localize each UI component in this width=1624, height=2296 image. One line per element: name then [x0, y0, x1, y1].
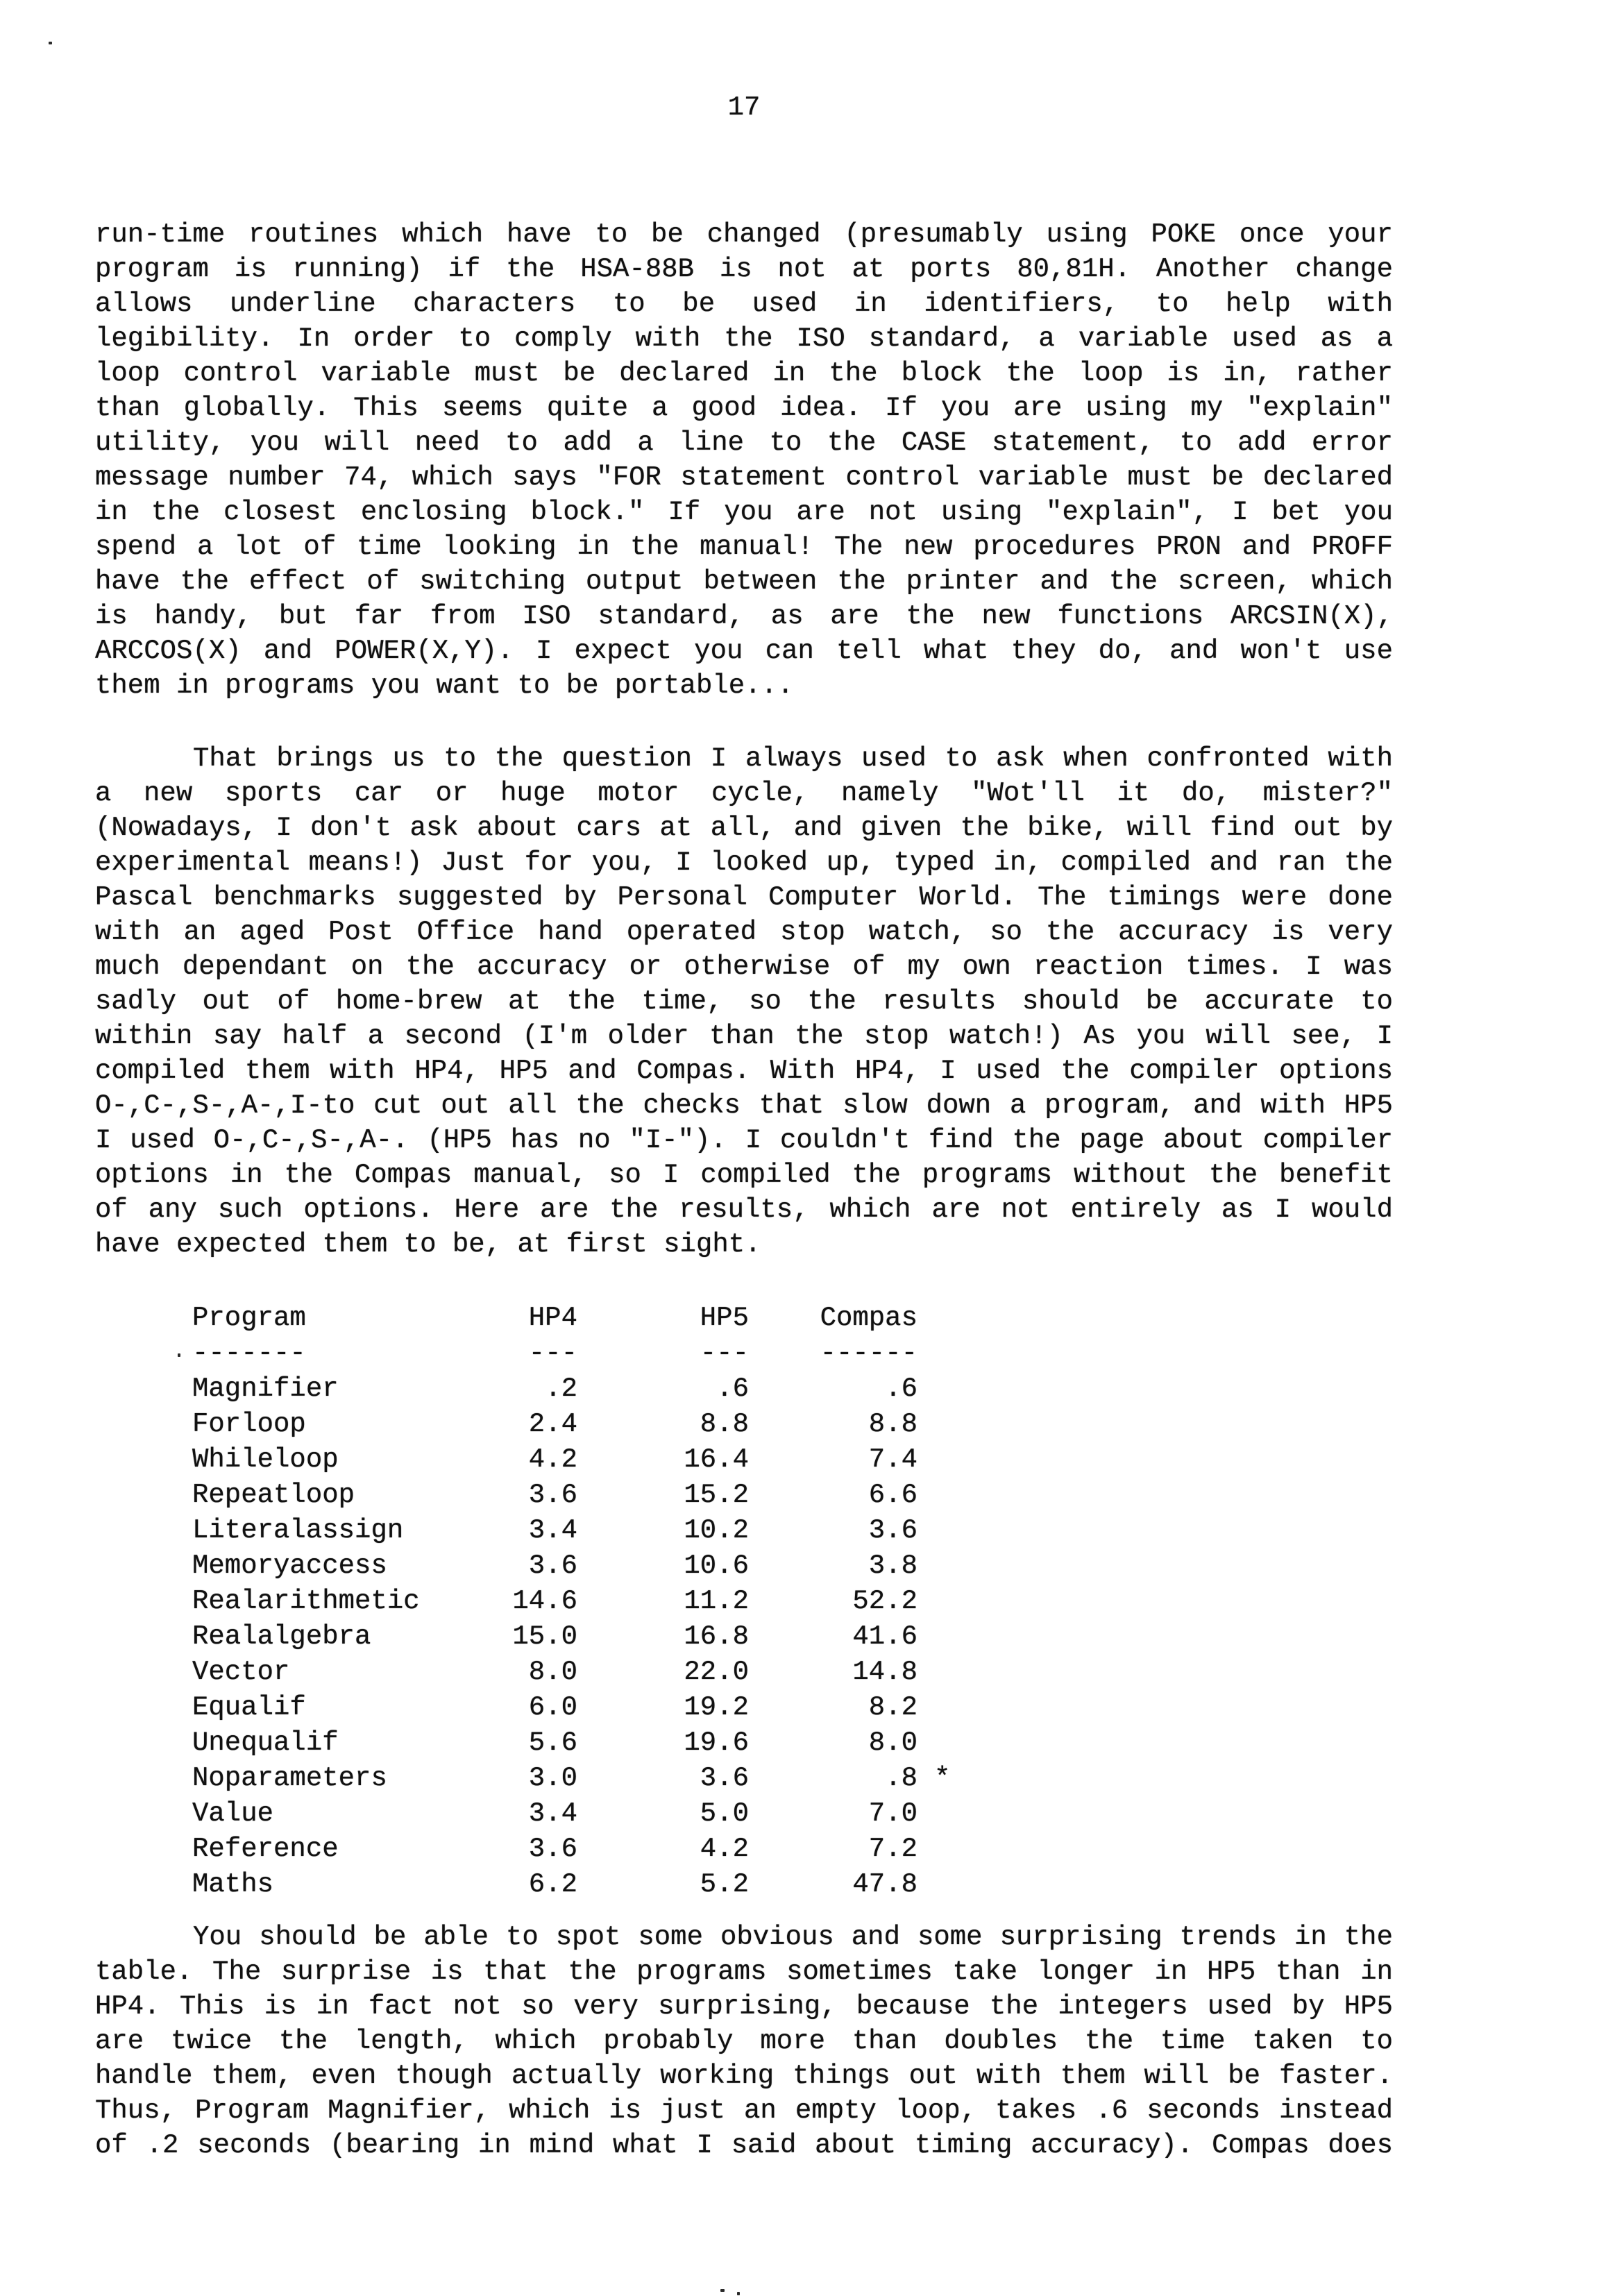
hp5-time: 15.2	[684, 1480, 749, 1510]
text-line: You should be able to spot some obvious and some surprising trends in the	[193, 1922, 1393, 1952]
table-row	[192, 1442, 1624, 1478]
table-row	[192, 1867, 1624, 1902]
program-name: Equalif	[192, 1692, 306, 1723]
text-line: That brings us to the question I always used to ask when confronted with	[193, 743, 1393, 774]
text-line: loop control variable must be declared in the block the loop is in, rather	[95, 358, 1393, 389]
footnote-marker	[917, 1655, 973, 1690]
compas-time: .8	[885, 1763, 917, 1793]
hp5-time: 5.2	[700, 1869, 749, 1900]
footnote-marker	[917, 1442, 973, 1478]
compas-time: 3.6	[868, 1515, 917, 1546]
hp4-time: .2	[545, 1374, 577, 1404]
footnote-marker	[917, 1725, 973, 1761]
table-row	[192, 1513, 1624, 1548]
hp5-time: 8.8	[700, 1409, 749, 1440]
scan-speck	[178, 1353, 180, 1357]
benchmark-results-table	[192, 1301, 1624, 1902]
hp4-time: 8.0	[528, 1657, 577, 1687]
compas-time: 8.8	[868, 1409, 917, 1440]
scan-speck	[49, 42, 52, 44]
program-name: Memoryaccess	[192, 1551, 387, 1581]
text-line: spend a lot of time looking in the manual! The new procedures PRON and PROFF	[95, 532, 1393, 562]
table-row	[192, 1655, 1624, 1690]
program-name: Vector	[192, 1657, 290, 1687]
column-header-note	[917, 1301, 973, 1336]
program-name: Unequalif	[192, 1728, 339, 1758]
text-line: experimental means!) Just for you, I looked up, typed in, compiled and ran the	[95, 847, 1393, 878]
footnote-marker	[917, 1619, 973, 1655]
page-number: 17	[727, 92, 761, 123]
footnote-marker	[917, 1513, 973, 1548]
hp5-time: 10.6	[684, 1551, 749, 1581]
footnote-marker	[917, 1867, 973, 1902]
footnote-marker	[917, 1832, 973, 1867]
column-header-program: Program	[192, 1303, 306, 1333]
table-row	[192, 1761, 1624, 1796]
text-line: with an aged Post Office hand operated stop watch, so the accuracy is very	[95, 917, 1393, 947]
text-line: sadly out of home-brew at the time, so the results should be accurate to	[95, 986, 1393, 1017]
hp5-time: 3.6	[700, 1763, 749, 1793]
text-line: HP4. This is in fact not so very surprising, because the integers used by HP5	[95, 1991, 1393, 2022]
hp5-time: 10.2	[684, 1515, 749, 1546]
program-name: Realalgebra	[192, 1621, 371, 1652]
compas-time: 8.0	[868, 1728, 917, 1758]
hp4-time: 6.2	[528, 1869, 577, 1900]
table-row	[192, 1796, 1624, 1832]
compas-time: 52.2	[852, 1586, 917, 1617]
footnote-marker	[917, 1548, 973, 1584]
footnote-marker	[917, 1371, 973, 1407]
text-line: of .2 seconds (bearing in mind what I said about timing accuracy). Compas does	[95, 2130, 1393, 2161]
hp4-time: 2.4	[528, 1409, 577, 1440]
hp4-time: 4.2	[528, 1444, 577, 1475]
program-name: Maths	[192, 1869, 274, 1900]
text-line: than globally. This seems quite a good idea. If you are using my "explain"	[95, 393, 1393, 423]
program-name: Magnifier	[192, 1374, 339, 1404]
compas-time: .6	[885, 1374, 917, 1404]
paragraph-runtime-routines	[95, 217, 1393, 703]
text-line: ARCCOS(X) and POWER(X,Y). I expect you can tell what they do, and won't use	[95, 636, 1393, 666]
hp5-time: 11.2	[684, 1586, 749, 1617]
hp4-time: 3.4	[528, 1515, 577, 1546]
footnote-marker	[917, 1584, 973, 1619]
compas-time: 3.8	[868, 1551, 917, 1581]
compas-time: 14.8	[852, 1657, 917, 1687]
compas-time: 8.2	[868, 1692, 917, 1723]
footnote-marker	[917, 1407, 973, 1442]
program-name: Forloop	[192, 1409, 306, 1440]
hp5-time: 19.6	[684, 1728, 749, 1758]
column-header-hp4: HP4	[528, 1303, 577, 1333]
program-name: Noparameters	[192, 1763, 387, 1793]
text-line: Pascal benchmarks suggested by Personal Computer World. The timings were done	[95, 882, 1393, 913]
paragraph-trends-discussion	[95, 1920, 1393, 2163]
program-name: Whileloop	[192, 1444, 339, 1475]
hp4-time: 6.0	[528, 1692, 577, 1723]
program-name: Realarithmetic	[192, 1586, 420, 1617]
text-line: have the effect of switching output between the printer and the screen, which	[95, 566, 1393, 597]
text-line: program is running) if the HSA-88B is not at ports 80,81H. Another change	[95, 254, 1393, 285]
text-line: message number 74, which says "FOR statement control variable must be declared	[95, 462, 1393, 493]
hp4-time: 3.6	[528, 1834, 577, 1864]
text-line: (Nowadays, I don't ask about cars at all, and given the bike, will find out by	[95, 813, 1393, 843]
table-row	[192, 1548, 1624, 1584]
compas-time: 7.2	[868, 1834, 917, 1864]
table-row	[192, 1584, 1624, 1619]
paragraph-benchmarks-intro	[95, 741, 1393, 1262]
footnote-marker	[917, 1796, 973, 1832]
table-row	[192, 1619, 1624, 1655]
program-name: Repeatloop	[192, 1480, 355, 1510]
text-line: compiled them with HP4, HP5 and Compas. With HP4, I used the compiler options	[95, 1056, 1393, 1086]
hp5-time: 19.2	[684, 1692, 749, 1723]
footnote-marker: *	[934, 1763, 951, 1793]
text-line: legibility. In order to comply with the ISO standard, a variable used as a	[95, 323, 1393, 354]
compas-time: 47.8	[852, 1869, 917, 1900]
text-line: within say half a second (I'm older than the stop watch!) As you will see, I	[95, 1021, 1393, 1052]
text-line: O-,C-,S-,A-,I-to cut out all the checks that slow down a program, and with HP5	[95, 1090, 1393, 1121]
text-line: run-time routines which have to be changed (presumably using POKE once your	[95, 219, 1393, 250]
hp4-time: 5.6	[528, 1728, 577, 1758]
program-name: Literalassign	[192, 1515, 404, 1546]
underline-hp4: ---	[528, 1338, 577, 1369]
hp5-time: .6	[716, 1374, 749, 1404]
text-line: much dependant on the accuracy or otherwise of my own reaction times. I was	[95, 952, 1393, 982]
program-name: Reference	[192, 1834, 339, 1864]
hp4-time: 15.0	[512, 1621, 577, 1652]
text-line: them in programs you want to be portable...	[95, 670, 794, 701]
hp4-time: 3.4	[528, 1798, 577, 1829]
compas-time: 7.4	[868, 1444, 917, 1475]
text-line: have expected them to be, at first sight.	[95, 1229, 761, 1260]
text-line: is handy, but far from ISO standard, as are the new functions ARCSIN(X),	[95, 601, 1393, 632]
text-line: a new sports car or huge motor cycle, namely "Wot'll it do, mister?"	[95, 778, 1393, 809]
hp4-time: 3.6	[528, 1551, 577, 1581]
underline-program: -------	[192, 1338, 306, 1369]
hp5-time: 4.2	[700, 1834, 749, 1864]
hp5-time: 16.8	[684, 1621, 749, 1652]
table-row	[192, 1407, 1624, 1442]
hp5-time: 5.0	[700, 1798, 749, 1829]
text-line: utility, you will need to add a line to the CASE statement, to add error	[95, 428, 1393, 458]
text-line: I used O-,C-,S-,A-. (HP5 has no "I-"). I couldn't find the page about compiler	[95, 1125, 1393, 1156]
text-line: in the closest enclosing block." If you are not using "explain", I bet you	[95, 497, 1393, 527]
footnote-marker	[917, 1690, 973, 1725]
text-line: allows underline characters to be used in identifiers, to help with	[95, 289, 1393, 319]
table-row	[192, 1371, 1624, 1407]
table-underline-row	[192, 1336, 1624, 1371]
text-line: are twice the length, which probably more than doubles the time taken to	[95, 2026, 1393, 2057]
hp4-time: 14.6	[512, 1586, 577, 1617]
scan-speck	[737, 2292, 740, 2295]
compas-time: 41.6	[852, 1621, 917, 1652]
text-line: handle them, even though actually working things out with them will be faster.	[95, 2061, 1393, 2091]
hp5-time: 16.4	[684, 1444, 749, 1475]
compas-time: 7.0	[868, 1798, 917, 1829]
hp4-time: 3.6	[528, 1480, 577, 1510]
underline-compas: ------	[820, 1338, 917, 1369]
text-line: options in the Compas manual, so I compiled the programs without the benefit	[95, 1160, 1393, 1190]
footnote-marker	[917, 1478, 973, 1513]
table-row	[192, 1690, 1624, 1725]
text-line: of any such options. Here are the results, which are not entirely as I would	[95, 1195, 1393, 1225]
column-header-compas: Compas	[820, 1303, 917, 1333]
column-header-hp5: HP5	[700, 1303, 749, 1333]
table-header-row	[192, 1301, 1624, 1336]
compas-time: 6.6	[868, 1480, 917, 1510]
underline-note	[917, 1336, 973, 1371]
text-line: Thus, Program Magnifier, which is just an empty loop, takes .6 seconds instead	[95, 2095, 1393, 2126]
scan-speck	[720, 2289, 725, 2292]
table-body	[192, 1371, 1624, 1902]
hp5-time: 22.0	[684, 1657, 749, 1687]
underline-hp5: ---	[700, 1338, 749, 1369]
hp4-time: 3.0	[528, 1763, 577, 1793]
table-row	[192, 1832, 1624, 1867]
table-row	[192, 1725, 1624, 1761]
program-name: Value	[192, 1798, 274, 1829]
table-row	[192, 1478, 1624, 1513]
text-line: table. The surprise is that the programs sometimes take longer in HP5 than in	[95, 1957, 1393, 1987]
